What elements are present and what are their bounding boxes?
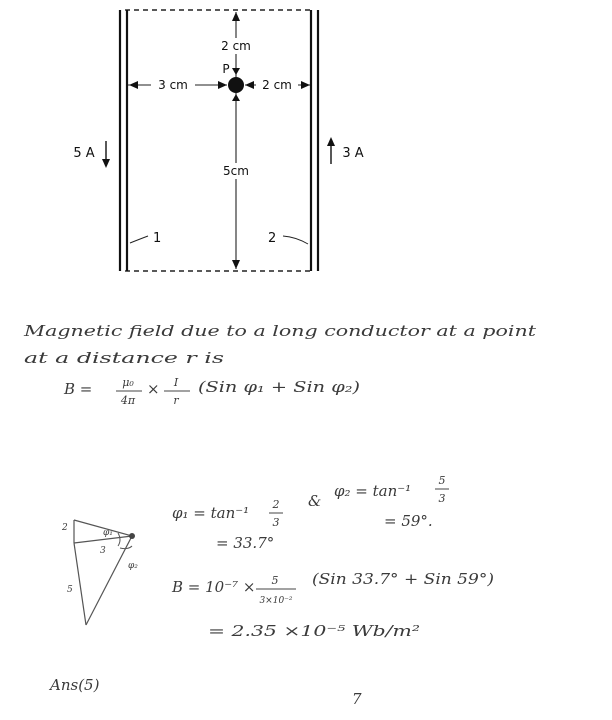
b-result: = 2.35 ×10⁻⁵ Wb/m² [208, 622, 420, 640]
formula-tail: (Sin φ₁ + Sin φ₂) [198, 378, 361, 396]
phi1-frac-den: 3 [272, 516, 280, 529]
phi2-frac-den: 3 [438, 492, 446, 505]
triangle-side-bottom: 5 [67, 585, 73, 595]
right-current-label: 3 A [342, 146, 364, 161]
b-tail: (Sin 33.7° + Sin 59°) [312, 570, 495, 588]
conductor-1 [120, 10, 127, 271]
phi1-frac-num: 2 [272, 498, 280, 511]
page-mark: 7 [352, 690, 362, 708]
wire2-leader [283, 236, 308, 244]
point-p-dot [228, 77, 244, 93]
triangle-sketch [61, 520, 138, 625]
formula-mu0: μ₀ [122, 376, 134, 389]
triangle-side-mid: 3 [100, 546, 106, 556]
arrowhead-p-down [232, 94, 240, 101]
wire2-label: 2 [268, 231, 277, 246]
left-distance-label: 3 cm [158, 78, 188, 92]
formula-i: I [173, 376, 179, 389]
wire1-leader [130, 236, 148, 243]
answer-label: Ans(5) [50, 676, 100, 694]
formula-b-label: B = [64, 380, 93, 398]
solution-block [48, 474, 494, 708]
formula-times: × [147, 380, 160, 398]
triangle-point-dot [129, 533, 135, 539]
notes-line-2: at a distance r is [24, 349, 225, 367]
arrowhead-right-wire [301, 81, 310, 89]
left-current-label: 5 A [73, 146, 95, 161]
triangle-side-top: 2 [62, 523, 68, 533]
formula-4pi: 4π [120, 394, 136, 407]
triangle-phi1: φ₁ [103, 528, 113, 538]
arrowhead-p-up [232, 68, 240, 75]
phi1-value: = 33.7° [216, 534, 275, 552]
phi1-equation: φ₁ = tan⁻¹ [172, 504, 250, 522]
arrowhead-p-right [245, 81, 254, 89]
point-p-label: P [222, 62, 230, 76]
conductor-2 [311, 10, 318, 271]
arrowhead-bottom [232, 260, 240, 269]
arrowhead-p-left [218, 81, 227, 89]
wire1-label: 1 [153, 231, 162, 246]
phi2-equation: φ₂ = tan⁻¹ [334, 482, 412, 500]
formula-r: r [173, 394, 179, 407]
phi2-frac-num: 5 [438, 474, 446, 487]
two-wire-diagram [73, 10, 363, 271]
arrowhead-left-wire [129, 81, 138, 89]
right-current-arrowhead [327, 137, 335, 146]
b-equation: B = 10⁻⁷ × [172, 578, 256, 596]
bottom-distance-label: 5cm [223, 164, 249, 178]
arrowhead-top [232, 12, 240, 21]
handwritten-notes [23, 322, 538, 407]
triangle-phi2: φ₂ [128, 561, 138, 571]
b-frac-num: 5 [271, 574, 279, 587]
b-frac-den: 3×10⁻² [259, 596, 293, 606]
right-distance-label: 2 cm [262, 78, 292, 92]
left-current-arrowhead [102, 159, 110, 168]
and-symbol: & [308, 492, 322, 510]
top-distance-label: 2 cm [221, 39, 251, 53]
phi2-value: = 59°. [384, 512, 433, 530]
notes-line-1: Magnetic field due to a long conductor at a point [22, 322, 538, 340]
